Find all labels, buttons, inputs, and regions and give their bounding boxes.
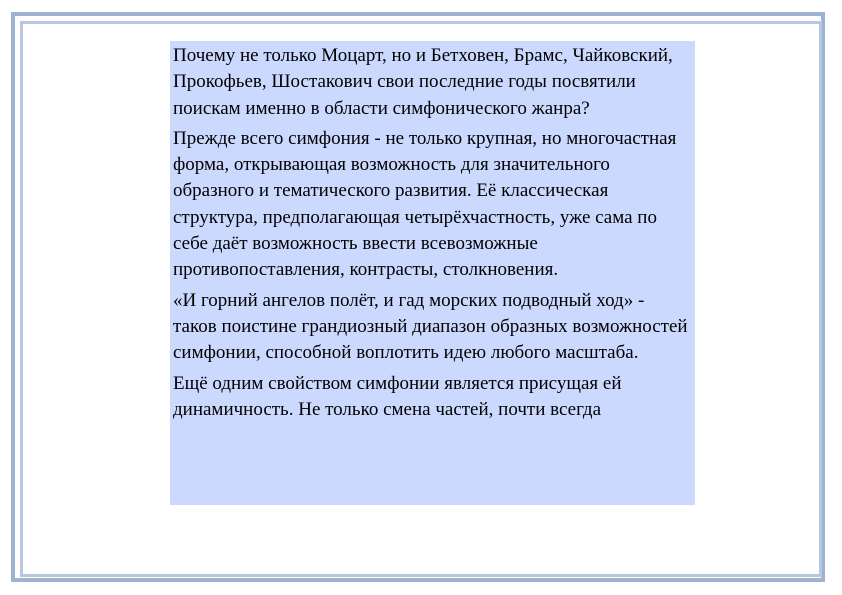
paragraph-3: «И горний ангелов полёт, и гад морских подводный ход» - таков поистине грандиозный диапазон образных возможностей симфонии, способной воплотить идею любого масштаба.: [173, 289, 688, 364]
paragraph-4: Ещё одним свойством симфонии является присущая ей динамичность. Не только смена частей, почти всегда: [173, 372, 622, 420]
paragraph-1: Почему не только Моцарт, но и Бетховен, Брамс, Чайковский, Прокофьев, Шостакович свои последние годы посвятили поискам именно в области симфонического жанра?: [173, 45, 673, 119]
paragraph-2: Прежде всего симфония - не только крупная, но многочастная форма, открывающая возможность для значительного образного и тематического развития. Её классическая структура, предполагающая четырёхчастность, уже сама по себе даёт возможность ввести всевозможные противопоставления, контрасты, столкновения.: [173, 127, 677, 281]
text-block: [170, 41, 695, 505]
